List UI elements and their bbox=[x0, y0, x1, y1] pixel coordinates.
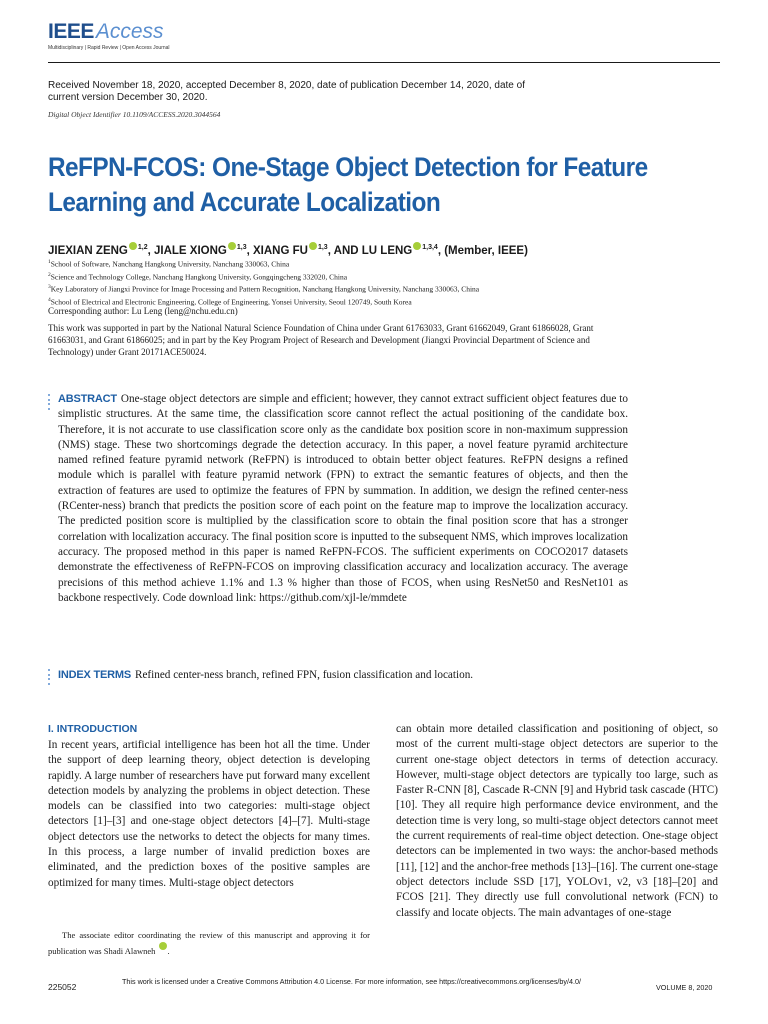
abstract-text: One-stage object detectors are simple and efficient; however, they cannot extract sufficient object features due to simplistic structures. At the same time, the classification score cannot reflect the actual positioning of the candidate box. Therefore, it is not accurate to use classification score only as the candidate box position score in non-maximum suppression (NMS) stage. These two shortcomings degrade the detection accuracy. In this paper, a novel feature pyramid architecture named refined feature pyramid network (ReFPN) is introduced to obtain better object features. ReFPN designs a refined module which is parallel with feature pyramid network (FPN) to extract the semantic features of objects, and then the extraction of features are used to optimize the features of FPN by summation. In addition, we design the refined center-ness (RCenter-ness) branch that predicts the position score of each point on the feature map to improve the localization accuracy. The predicted position score is multiplied by the classification score to obtain the final position score that has a stronger correlation with localization accuracy. The final position score is inputted to the subsequent NMS, which improves localization accuracy. The proposed method in this paper is named ReFPN-FCOS. The sufficient experiments on COCO2017 datasets demonstrate the effectiveness of ReFPN-FCOS on improving classification accuracy and localization accuracy. The average precisions of this method achieve 1.1% and 1.3 % higher than those of FCOS, when using ResNet50 and ResNet101 as backbone respectively. Code download link: https://github.com/xjl-le/mmdete bbox=[58, 393, 628, 604]
page-number: 225052 bbox=[48, 982, 77, 992]
index-terms bbox=[58, 668, 658, 683]
affiliations bbox=[48, 257, 479, 307]
author-list bbox=[48, 242, 528, 257]
logo-access: Access bbox=[95, 20, 164, 43]
orcid-icon[interactable] bbox=[413, 242, 421, 250]
affiliation-number: 3 bbox=[48, 284, 51, 290]
section-heading-introduction: I. INTRODUCTION bbox=[48, 723, 138, 735]
author-affil: 1,2 bbox=[137, 244, 148, 252]
abstract bbox=[58, 392, 628, 606]
orcid-icon[interactable] bbox=[159, 942, 167, 950]
journal-logo bbox=[48, 20, 170, 51]
author-affil: 1,3 bbox=[317, 244, 328, 252]
orcid-icon[interactable] bbox=[228, 242, 236, 250]
logo-tagline: Multidisciplinary | Rapid Review | Open Access Journal bbox=[48, 45, 170, 51]
index-terms-label: INDEX TERMS bbox=[58, 669, 131, 681]
author-name: XIANG FU bbox=[253, 245, 308, 257]
paper-title: ReFPN-FCOS: One-Stage Object Detection for Feature Learning and Accurate Localization bbox=[48, 152, 648, 217]
author-separator: , bbox=[327, 245, 334, 257]
intro-column-left: In recent years, artificial intelligence has been hot all the time. Under the support of deep learning theory, object detection is developing rapidly. A large number of researchers have put forward many excellent detection models by analyzing the problems in object detection. These models can be classified into two categories: multi-stage object detectors [1]–[3] and one-stage object detectors [4]–[7]. Multi-stage object detectors use the networks to detect the objects for many times. In this process, a large number of invalid prediction boxes are eliminated, and the prediction boxes of the positive samples are optimized for many times. Multi-stage object detectors bbox=[48, 739, 370, 889]
author-separator: , bbox=[147, 245, 155, 257]
footnote-text: The associate editor coordinating the review of this manuscript and approving it for publication was Shadi Alawneh bbox=[48, 930, 370, 956]
funding-statement: This work was supported in part by the National Natural Science Foundation of China under Grant 61763033, Grant 61662049, Grant 61866028, Grant 61663031, and Grant 61866025; and in part by the Key Program Project of Research and Development (Jiangxi Provincial Department of Science and Technology) under Grant 20171ACE50024. bbox=[48, 323, 594, 357]
author-name: AND LU LENG bbox=[333, 245, 413, 257]
author-affil: 1,3,4 bbox=[422, 244, 438, 252]
affiliation bbox=[48, 270, 479, 283]
affiliation bbox=[48, 282, 479, 295]
author-separator: , (Member, IEEE) bbox=[437, 245, 528, 257]
logo-ieee: IEEE bbox=[48, 20, 94, 43]
affiliation-text: School of Electrical and Electronic Engineering, College of Engineering, Yonsei University, Seoul 120749, South Korea bbox=[50, 297, 412, 306]
header-divider bbox=[48, 62, 720, 63]
license-notice[interactable]: This work is licensed under a Creative Commons Attribution 4.0 License. For more information, see https://creativecommons.org/licenses/by/4.0/ bbox=[122, 977, 582, 986]
author-name: JIEXIAN ZENG bbox=[48, 245, 128, 257]
affiliation-number: 2 bbox=[48, 271, 51, 278]
orcid-icon[interactable] bbox=[129, 242, 137, 250]
intro-column-right: can obtain more detailed classification and positioning of object, so most of the current multi-stage object detectors are superior to the current one-stage object detectors in terms of detection accuracy. However, multi-stage object detectors are typically too large, such as Faster R-CNN [8], Cascade R-CNN [9] and Hybrid task cascade (HTC) [10]. They all require high performance device environment, and the detection time is very long, so multi-stage object detectors cannot meet the current requirements of real-time object detection. One-stage object detectors can be implemented in two ways: the anchor-based methods [11], [12] and the anchor-free methods [13]–[16]. The current one-stage object detectors include SSD [17], YOLOv1, v2, v3 [18]–[20] and FCOS [21]. They directly use full convolutional network (FCN) to classify and locate objects. The main advantages of one-stage bbox=[396, 723, 718, 919]
affiliation-text: Science and Technology College, Nanchang Hangkong University, Gongqingcheng 332020, China bbox=[50, 272, 348, 281]
author-name: JIALE XIONG bbox=[154, 245, 227, 257]
orcid-icon[interactable] bbox=[309, 242, 317, 250]
corresponding-author: Corresponding author: Lu Leng (leng@nchu.edu.cn) bbox=[48, 306, 238, 316]
doi: Digital Object Identifier 10.1109/ACCESS.2020.3044564 bbox=[48, 110, 221, 119]
affiliation-number: 4 bbox=[48, 296, 51, 303]
abstract-dots-decoration bbox=[48, 394, 52, 412]
author-affil: 1,3 bbox=[236, 244, 247, 252]
affiliation-text: School of Software, Nanchang Hangkong University, Nanchang 330063, China bbox=[50, 259, 290, 269]
author-separator: , bbox=[246, 245, 253, 257]
editor-footnote: The associate editor coordinating the review of this manuscript and approving it for publication was Shadi Alawneh . bbox=[48, 930, 370, 956]
index-terms-text: Refined center-ness branch, refined FPN, fusion classification and location. bbox=[134, 669, 474, 681]
volume-info: VOLUME 8, 2020 bbox=[656, 983, 713, 992]
abstract-label: ABSTRACT bbox=[58, 393, 117, 405]
index-terms-dots-decoration bbox=[48, 669, 52, 687]
affiliation-number: 1 bbox=[48, 259, 51, 265]
received-dates: Received November 18, 2020, accepted December 8, 2020, date of publication December 14, 2020, date of current version December 30, 2020. bbox=[48, 80, 525, 103]
affiliation-text: Key Laboratory of Jiangxi Province for Image Processing and Pattern Recognition, Nanchang Hangkong University, Nanchang 330063, China bbox=[50, 284, 480, 294]
affiliation bbox=[48, 257, 479, 270]
